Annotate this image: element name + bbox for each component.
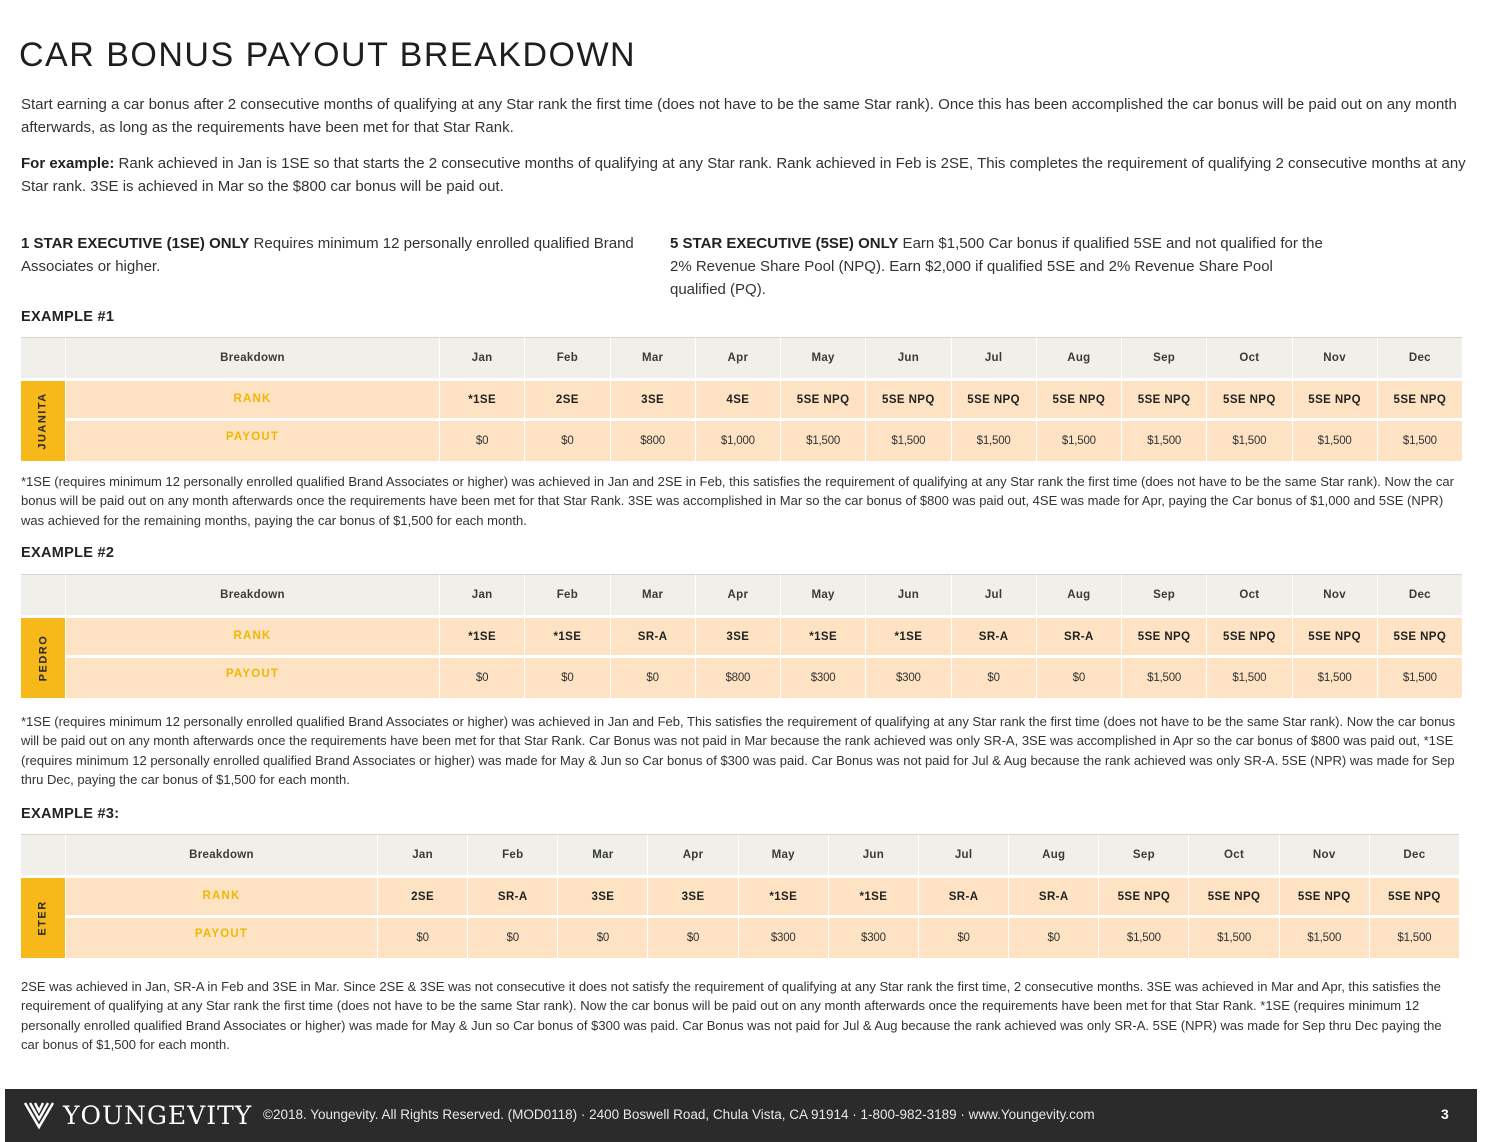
payout-row-label: PAYOUT xyxy=(65,658,439,698)
breakdown-header: Breakdown xyxy=(65,337,439,381)
header-corner xyxy=(21,574,65,618)
month-header-dec: Dec xyxy=(1377,337,1462,381)
rank-cell: *1SE xyxy=(780,618,865,658)
month-header-jul: Jul xyxy=(918,834,1008,878)
payout-cell: $0 xyxy=(524,421,609,461)
example-2-heading: EXAMPLE #2 xyxy=(21,545,115,561)
payout-cell: $1,500 xyxy=(951,421,1036,461)
rank-cell: 2SE xyxy=(377,878,467,918)
example-3-note: 2SE was achieved in Jan, SR-A in Feb and 3SE in Mar. Since 2SE & 3SE was not consecutive it does not satisfy the requirement of qualifying at any Star rank the first time, 2 consecutive months. 3SE was achieved in Mar and Apr, this satisfies the requirement of qualifying at any Star rank the first time (does not have to be the same Star rank). Now the car bonus will be paid out on any month afterwards once the requirements have been met for that Star Rank. *1SE (requires minimum 12 personally enrolled qualified Brand Associates or higher) was made for May & Jun so Car bonus of $300 was paid. Car Bonus was not paid for Jul & Aug because the rank achieved was only SR-A. 5SE (NPR) was made for Sep thru Dec paying the car bonus of $1,500 for each month. xyxy=(21,979,1442,1052)
payout-cell: $0 xyxy=(918,918,1008,958)
rank-cell: *1SE xyxy=(524,618,609,658)
payout-cell: $1,500 xyxy=(1121,658,1206,698)
footer-copyright: ©2018. Youngevity. All Rights Reserved. (MOD0118) · 2400 Boswell Road, Chula Vista, CA 91914 · 1-800-982-3189 · www.Youngevity.com xyxy=(263,1107,1095,1122)
payout-cell: $0 xyxy=(524,658,609,698)
rank-cell: 3SE xyxy=(557,878,647,918)
rule-one-star-label: 1 STAR EXECUTIVE (1SE) ONLY xyxy=(21,235,250,252)
rule-one-star xyxy=(21,232,651,278)
payout-cell: $1,500 xyxy=(1377,658,1462,698)
month-header-jun: Jun xyxy=(865,574,950,618)
rank-cell: 5SE NPQ xyxy=(951,381,1036,421)
rank-cell: 5SE NPQ xyxy=(1279,878,1369,918)
month-header-sep: Sep xyxy=(1121,574,1206,618)
rank-cell: 5SE NPQ xyxy=(1292,381,1377,421)
example-2-table xyxy=(21,574,1462,698)
month-header-mar: Mar xyxy=(610,337,695,381)
rank-cell: 5SE NPQ xyxy=(1036,381,1121,421)
breakdown-header: Breakdown xyxy=(65,834,377,878)
payout-cell: $0 xyxy=(557,918,647,958)
month-header-nov: Nov xyxy=(1292,337,1377,381)
youngevity-leaf-icon xyxy=(23,1099,55,1131)
month-header-oct: Oct xyxy=(1188,834,1278,878)
payout-cell: $0 xyxy=(439,658,524,698)
breakdown-header: Breakdown xyxy=(65,574,439,618)
payout-cell: $1,500 xyxy=(1377,421,1462,461)
month-header-apr: Apr xyxy=(695,337,780,381)
rank-cell: 5SE NPQ xyxy=(1292,618,1377,658)
header-corner xyxy=(21,337,65,381)
example-intro-paragraph xyxy=(21,152,1471,198)
intro-paragraph: Start earning a car bonus after 2 consecutive months of qualifying at any Star rank the first time (does not have to be the same Star rank). Once this has been accomplished the car bonus will be paid out on any month afterwards, as long as the requirements have been met for that Star Rank. xyxy=(21,96,1457,136)
month-header-aug: Aug xyxy=(1036,574,1121,618)
rank-cell: *1SE xyxy=(738,878,828,918)
example-3-heading: EXAMPLE #3: xyxy=(21,806,120,822)
payout-row-label: PAYOUT xyxy=(65,421,439,461)
month-header-may: May xyxy=(780,574,865,618)
month-header-may: May xyxy=(738,834,828,878)
month-header-oct: Oct xyxy=(1206,574,1291,618)
rank-cell: 5SE NPQ xyxy=(1369,878,1459,918)
payout-cell: $300 xyxy=(780,658,865,698)
payout-cell: $1,500 xyxy=(1369,918,1459,958)
rank-cell: 3SE xyxy=(610,381,695,421)
rank-row-label: RANK xyxy=(65,381,439,421)
member-name: JUANITA xyxy=(37,392,50,450)
month-header-may: May xyxy=(780,337,865,381)
rule-five-star xyxy=(670,232,1330,301)
rank-cell: 5SE NPQ xyxy=(1377,381,1462,421)
payout-cell: $0 xyxy=(647,918,737,958)
logo-wordmark: YOUNGEVITY xyxy=(63,1101,253,1130)
example-1-heading: EXAMPLE #1 xyxy=(21,309,115,325)
payout-cell: $1,500 xyxy=(1206,658,1291,698)
example-1-table xyxy=(21,337,1462,461)
rank-cell: 5SE NPQ xyxy=(1121,618,1206,658)
payout-cell: $1,500 xyxy=(1098,918,1188,958)
rule-one-star-text: Requires minimum 12 personally enrolled qualified Brand Associates or higher. xyxy=(21,235,634,275)
month-header-jun: Jun xyxy=(828,834,918,878)
rank-cell: 3SE xyxy=(647,878,737,918)
example-2-note: *1SE (requires minimum 12 personally enrolled qualified Brand Associates or higher) was achieved in Jan and Feb, This satisfies the requirement of qualifying at any Star rank the first time (does not have to be the same Star rank). Now the car bonus will be paid out on any month afterwards once the requirements have been met for that Star Rank. Car Bonus was not paid in Mar because the rank achieved was only SR-A, 3SE was accomplished in Apr so the car bonus of $800 was paid out, *1SE (requires minimum 12 personally enrolled qualified Brand Associates or higher) was made for May & Jun so Car bonus of $300 was paid. Car Bonus was not paid for Jul & Aug because the rank achieved was only SR-A. 5SE (NPR) was made for Sep thru Dec, paying the car bonus of $1,500 for each month. xyxy=(21,714,1456,787)
payout-cell: $0 xyxy=(467,918,557,958)
rank-cell: SR-A xyxy=(918,878,1008,918)
rank-cell: 5SE NPQ xyxy=(1206,618,1291,658)
payout-cell: $1,500 xyxy=(1188,918,1278,958)
month-header-sep: Sep xyxy=(1098,834,1188,878)
payout-cell: $800 xyxy=(695,658,780,698)
payout-cell: $300 xyxy=(738,918,828,958)
month-header-feb: Feb xyxy=(524,337,609,381)
member-name: ETER xyxy=(37,900,49,936)
rank-cell: *1SE xyxy=(828,878,918,918)
payout-cell: $0 xyxy=(1036,658,1121,698)
rank-cell: SR-A xyxy=(951,618,1036,658)
header-corner xyxy=(21,834,65,878)
month-header-dec: Dec xyxy=(1369,834,1459,878)
rank-cell: SR-A xyxy=(1008,878,1098,918)
payout-cell: $1,500 xyxy=(865,421,950,461)
rule-five-star-label: 5 STAR EXECUTIVE (5SE) ONLY xyxy=(670,235,899,252)
rank-cell: 2SE xyxy=(524,381,609,421)
month-header-jul: Jul xyxy=(951,337,1036,381)
rank-cell: 5SE NPQ xyxy=(1098,878,1188,918)
month-header-oct: Oct xyxy=(1206,337,1291,381)
month-header-nov: Nov xyxy=(1292,574,1377,618)
rank-cell: 5SE NPQ xyxy=(865,381,950,421)
payout-cell: $0 xyxy=(1008,918,1098,958)
page-footer xyxy=(5,1089,1477,1142)
example-3-table xyxy=(21,834,1459,958)
payout-cell: $0 xyxy=(951,658,1036,698)
rank-cell: 4SE xyxy=(695,381,780,421)
payout-cell: $1,500 xyxy=(1206,421,1291,461)
member-name-label xyxy=(21,381,65,461)
member-name: PEDRO xyxy=(37,634,49,682)
month-header-mar: Mar xyxy=(610,574,695,618)
rank-row-label: RANK xyxy=(65,878,377,918)
rank-cell: SR-A xyxy=(610,618,695,658)
example-intro-text: Rank achieved in Jan is 1SE so that starts the 2 consecutive months of qualifying at any Star rank. Rank achieved in Feb is 2SE, This completes the requirement of qualifying 2 consecutive months at any Star rank. 3SE is achieved in Mar so the $800 car bonus will be paid out. xyxy=(21,155,1466,195)
month-header-nov: Nov xyxy=(1279,834,1369,878)
month-header-jun: Jun xyxy=(865,337,950,381)
payout-cell: $1,500 xyxy=(1292,658,1377,698)
payout-cell: $0 xyxy=(439,421,524,461)
payout-cell: $1,500 xyxy=(1279,918,1369,958)
rank-cell: 5SE NPQ xyxy=(1206,381,1291,421)
month-header-mar: Mar xyxy=(557,834,647,878)
payout-cell: $300 xyxy=(828,918,918,958)
rank-cell: *1SE xyxy=(439,381,524,421)
payout-cell: $1,000 xyxy=(695,421,780,461)
month-header-aug: Aug xyxy=(1036,337,1121,381)
example-intro-label: For example: xyxy=(21,155,115,172)
rank-row-label: RANK xyxy=(65,618,439,658)
month-header-jan: Jan xyxy=(439,574,524,618)
rank-cell: 3SE xyxy=(695,618,780,658)
payout-cell: $300 xyxy=(865,658,950,698)
month-header-aug: Aug xyxy=(1008,834,1098,878)
payout-cell: $0 xyxy=(610,658,695,698)
rank-cell: 5SE NPQ xyxy=(1121,381,1206,421)
payout-cell: $1,500 xyxy=(780,421,865,461)
rank-cell: 5SE NPQ xyxy=(1188,878,1278,918)
payout-cell: $800 xyxy=(610,421,695,461)
rank-cell: *1SE xyxy=(439,618,524,658)
example-1-note: *1SE (requires minimum 12 personally enrolled qualified Brand Associates or higher) was achieved in Jan and 2SE in Feb, this satisfies the requirement of qualifying at any Star rank the first time (does not have to be the same Star rank). Now the car bonus will be paid out on any month afterwards once the requirements have been met for that Star Rank. 3SE was accomplished in Mar so the car bonus of $800 was paid out, 4SE was made for Apr, paying the Car bonus of $1,000 and 5SE (NPR) was achieved for the remaining months, paying the car bonus of $1,500 for each month. xyxy=(21,474,1454,528)
rank-cell: 5SE NPQ xyxy=(1377,618,1462,658)
month-header-jan: Jan xyxy=(439,337,524,381)
rank-cell: 5SE NPQ xyxy=(780,381,865,421)
member-name-label xyxy=(21,618,65,698)
rank-cell: *1SE xyxy=(865,618,950,658)
month-header-apr: Apr xyxy=(695,574,780,618)
month-header-feb: Feb xyxy=(467,834,557,878)
rank-cell: SR-A xyxy=(467,878,557,918)
rule-five-star-text: Earn $1,500 Car bonus if qualified 5SE and not qualified for the 2% Revenue Share Pool (NPQ). Earn $2,000 if qualified 5SE and 2% Revenue Share Pool qualified (PQ). xyxy=(670,235,1323,298)
member-name-label xyxy=(21,878,65,958)
page-number: 3 xyxy=(1441,1106,1449,1122)
rank-cell: SR-A xyxy=(1036,618,1121,658)
month-header-dec: Dec xyxy=(1377,574,1462,618)
month-header-jan: Jan xyxy=(377,834,467,878)
payout-cell: $1,500 xyxy=(1036,421,1121,461)
payout-row-label: PAYOUT xyxy=(65,918,377,958)
payout-cell: $1,500 xyxy=(1292,421,1377,461)
month-header-jul: Jul xyxy=(951,574,1036,618)
month-header-apr: Apr xyxy=(647,834,737,878)
payout-cell: $0 xyxy=(377,918,467,958)
month-header-feb: Feb xyxy=(524,574,609,618)
payout-cell: $1,500 xyxy=(1121,421,1206,461)
month-header-sep: Sep xyxy=(1121,337,1206,381)
page-title: CAR BONUS PAYOUT BREAKDOWN xyxy=(19,36,637,74)
